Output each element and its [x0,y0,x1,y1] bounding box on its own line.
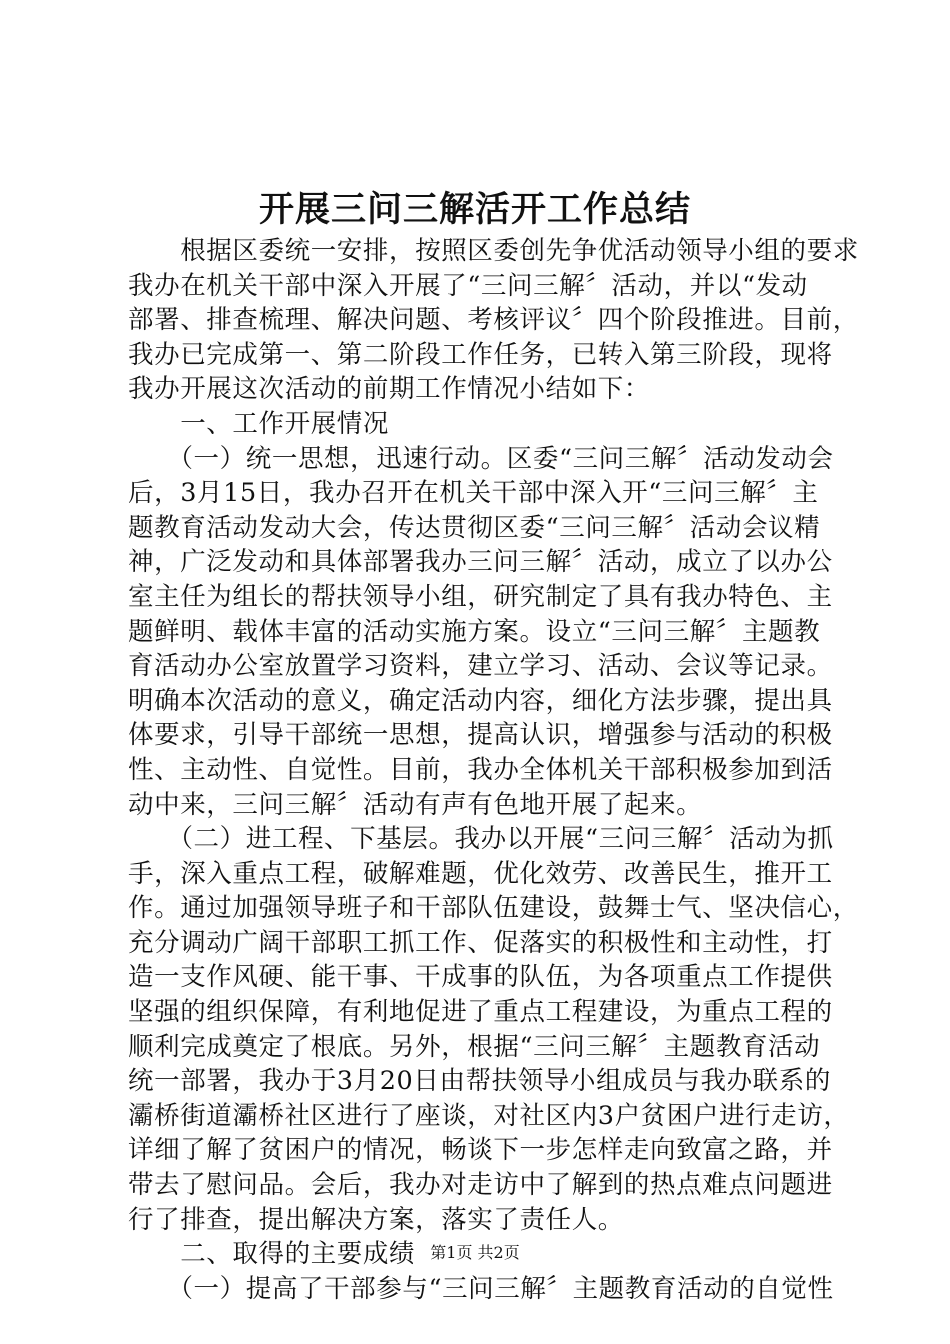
body-line: （一）提高了干部参与“三问三解〞主题教育活动的自觉性 [128,1273,834,1304]
body-line: 明确本次活动的意义，确定活动内容，细化方法步骤，提出具 [128,685,833,716]
page-footer: 第1页 共2页 [430,1243,520,1262]
body-line: 题鲜明、载体丰富的活动实施方案。设立“三问三解〞主题教 [128,616,821,647]
document-body [128,234,859,1306]
body-line: 部署、排查梳理、解决问题、考核评议〞四个阶段推进。目前， [128,305,859,336]
document-title: 开展三问三解活开工作总结 [258,189,691,230]
body-line: 顺利完成奠定了根底。另外，根据“三问三解〞主题教育活动 [128,1031,821,1062]
body-line: 手，深入重点工程，破解难题，优化效劳、改善民生，推开工 [128,858,833,889]
body-line: 行了排查，提出解决方案，落实了责任人。 [128,1204,624,1235]
body-line: 统一部署，我办于3月20日由帮扶领导小组成员与我办联系的 [128,1066,831,1097]
body-line: 我办开展这次活动的前期工作情况小结如下： [128,374,651,405]
body-line: 室主任为组长的帮扶领导小组，研究制定了具有我办特色、主 [128,581,833,612]
body-line: 动中来，三问三解〞活动有声有色地开展了起来。 [128,789,703,820]
body-line: 坚强的组织保障，有利地促进了重点工程建设，为重点工程的 [128,997,833,1028]
body-line: 我办已完成第一、第二阶段工作任务，已转入第三阶段，现将 [128,339,833,370]
body-line: 造一支作风硬、能干事、干成事的队伍，为各项重点工作提供 [128,962,833,993]
body-line: （一）统一思想，迅速行动。区委“三问三解〞活动发动会 [128,443,834,474]
body-line: 我办在机关干部中深入开展了“三问三解〞活动，并以“发动 [128,270,808,301]
body-line: 体要求，引导干部统一思想，提高认识，增强参与活动的积极 [128,720,833,751]
body-line: 题教育活动发动大会，传达贯彻区委“三问三解〞活动会议精 [128,512,821,543]
body-line: 后，3月15日，我办召开在机关干部中深入开“三问三解〞主 [128,478,819,509]
section-heading: 一、工作开展情况 [128,408,390,439]
body-line: 根据区委统一安排，按照区委创先争优活动领导小组的要求 [128,236,859,266]
body-line: （二）进工程、下基层。我办以开展“三问三解〞活动为抓 [128,824,834,855]
body-line: 充分调动广阔干部职工抓工作、促落实的积极性和主动性，打 [128,927,833,958]
body-line: 作。通过加强领导班子和干部队伍建设，鼓舞士气、坚决信心， [128,893,859,924]
body-line: 性、主动性、自觉性。目前，我办全体机关干部积极参加到活 [128,754,833,785]
body-line: 育活动办公室放置学习资料，建立学习、活动、会议等记录。 [128,651,833,682]
body-line: 详细了解了贫困户的情况，畅谈下一步怎样走向致富之路，并 [128,1135,833,1166]
body-line: 带去了慰问品。会后，我办对走访中了解到的热点难点问题进 [128,1170,833,1201]
body-line: 神，广泛发动和具体部署我办三问三解〞活动，成立了以办公 [128,547,833,578]
body-line: 灞桥街道灞桥社区进行了座谈，对社区内3户贫困户进行走访， [128,1100,850,1131]
section-heading: 二、取得的主要成绩 [128,1239,416,1270]
